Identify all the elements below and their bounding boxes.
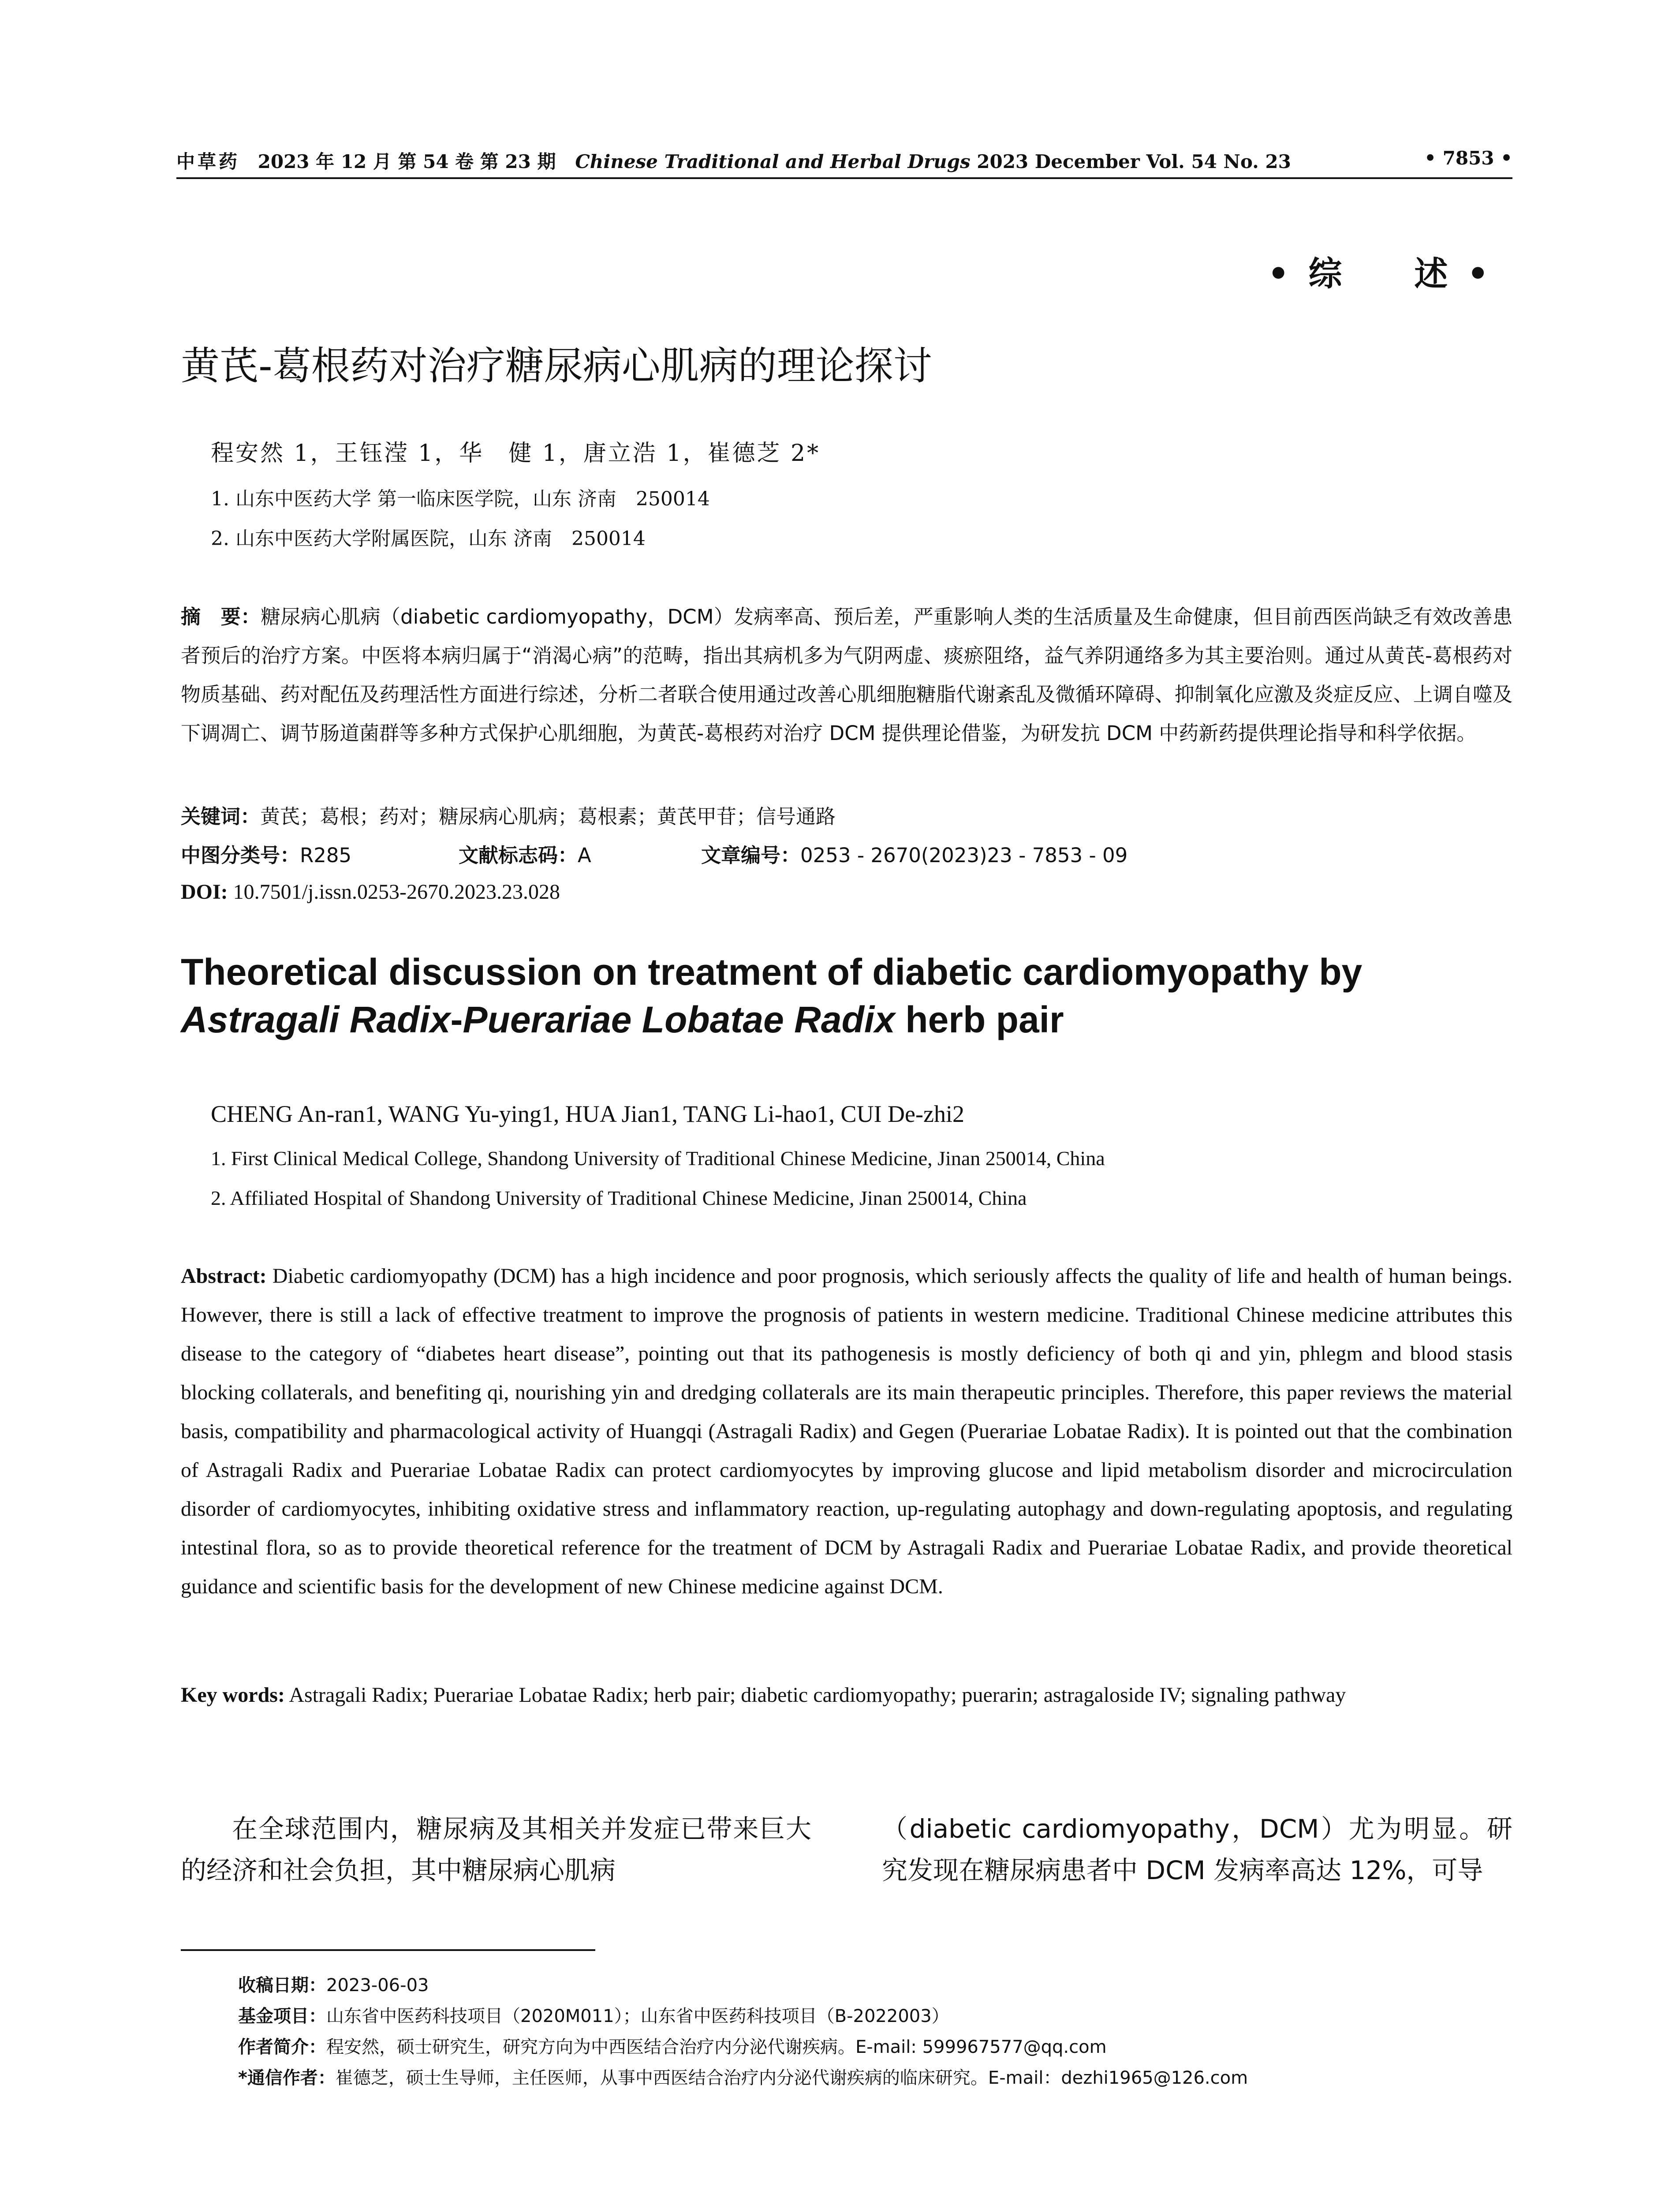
footnote-author — [238, 2033, 1107, 2058]
authors-en: CHENG An-ran1, WANG Yu-ying1, HUA Jian1, TANG Li-hao1, CUI De-zhi2 — [211, 1101, 964, 1127]
running-header — [176, 147, 1512, 178]
fund-text: 山东省中医药科技项目（2020M011）；山东省中医药科技项目（B-2022003） — [326, 2006, 949, 2026]
footnote-rule — [181, 1949, 595, 1951]
doc-code — [459, 839, 591, 868]
affiliation-en-2: 2. Affiliated Hospital of Shandong University of Traditional Chinese Medicine, Jinan 250014, China — [211, 1187, 1027, 1209]
keywords-cn — [181, 800, 836, 829]
issue-cn: 2023 年 12 月 第 54 卷 第 23 期 — [258, 151, 556, 172]
doi-value: 10.7501/j.issn.0253-2670.2023.23.028 — [233, 880, 560, 904]
keywords-en — [181, 1676, 1512, 1715]
abstract-cn-label: 摘 要： — [181, 605, 261, 628]
body-column-right: （diabetic cardiomyopathy，DCM）尤为明显。研究发现在糖尿病患者中 DCM 发病率高达 12%，可导 — [882, 1814, 1512, 1885]
article-number-value: 0253 - 2670(2023)23 - 7853 - 09 — [800, 844, 1128, 867]
doc-code-value: A — [578, 844, 591, 867]
footnote-received — [238, 1971, 429, 1996]
title-en-dash: - — [450, 999, 463, 1040]
article-number-label: 文章编号： — [701, 844, 801, 867]
footnote-fund — [238, 2002, 949, 2027]
affiliation-cn-1: 1. 山东中医药大学 第一临床医学院，山东 济南 250014 — [211, 488, 710, 510]
article-number — [701, 839, 1127, 868]
received-label: 收稿日期： — [238, 1975, 326, 1996]
journal-name-cn: 中草药 — [176, 151, 240, 172]
keywords-en-text: Astragali Radix; Puerariae Lobatae Radix; herb pair; diabetic cardiomyopathy; puerarin; astragaloside IV; signaling pathway — [289, 1683, 1346, 1707]
section-label: •综 述• — [1267, 254, 1508, 293]
abstract-en-text: Diabetic cardiomyopathy (DCM) has a high incidence and poor prognosis, which seriously affects the quality of life and health of human beings. However, there is still a lack of effective treatment to improve the prognosis of patients in western medicine. Traditional Chinese medicine attributes this disease to the category of “diabetes heart disease”, pointing out that its pathogenesis is mostly deficiency of both qi and yin, phlegm and blood stasis blocking collaterals, and benefiting qi, nourishing yin and dredging collaterals are its main therapeutic principles. Therefore, this paper reviews the material basis, compatibility and pharmacological activity of Huangqi (Astragali Radix) and Gegen (Puerariae Lobatae Radix). It is pointed out that the combination of Astragali Radix and Puerariae Lobatae Radix can protect cardiomyocytes by improving glucose and lipid metabolism disorder and microcirculation disorder of cardiomyocytes, inhibiting oxidative stress and inflammatory reaction, up-regulating autophagy and down-regulating apoptosis, and regulating intestinal flora, so as to provide theoretical reference for the treatment of DCM by Astragali Radix and Puerariae Lobatae Radix, and provide theoretical guidance and scientific basis for the development of new Chinese medicine against DCM. — [181, 1264, 1513, 1598]
keywords-cn-text: 黄芪；葛根；药对；糖尿病心肌病；葛根素；黄芪甲苷；信号通路 — [260, 805, 836, 828]
keywords-cn-label: 关键词： — [181, 805, 261, 828]
author-bio-text: 程安然，硕士研究生，研究方向为中西医结合治疗内分泌代谢疾病。E-mail: 599967577@qq.com — [326, 2037, 1107, 2057]
clc-label: 中图分类号： — [181, 844, 300, 867]
doc-code-label: 文献标志码： — [459, 844, 578, 867]
corresponding-text: 崔德芝，硕士生导师，主任医师，从事中西医结合治疗内分泌代谢疾病的临床研究。E-mail：dezhi1965@126.com — [335, 2068, 1248, 2088]
abstract-en — [181, 1257, 1512, 1606]
title-cn: 黄芪-葛根药对治疗糖尿病心肌病的理论探讨 — [181, 343, 932, 389]
authors-cn: 程安然 1，王钰滢 1，华 健 1，唐立浩 1，崔德芝 2* — [211, 440, 821, 467]
abstract-cn — [181, 598, 1512, 753]
footnote-correspondence — [238, 2064, 1248, 2089]
title-en-part1: Theoretical discussion on treatment of diabetic cardiomyopathy by — [181, 951, 1363, 993]
fund-label: 基金项目： — [238, 2006, 326, 2026]
journal-name-en: Chinese Traditional and Herbal Drugs — [575, 151, 971, 172]
received-date: 2023-06-03 — [326, 1975, 429, 1996]
title-en-italic2: Puerariae Lobatae Radix — [463, 999, 895, 1040]
doi-label: DOI: — [181, 880, 228, 904]
title-en — [181, 948, 1512, 1043]
body-column-left: 在全球范围内，糖尿病及其相关并发症已带来巨大的经济和社会负担，其中糖尿病心肌病 — [181, 1814, 811, 1885]
abstract-cn-text: 糖尿病心肌病（diabetic cardiomyopathy，DCM）发病率高、预后差，严重影响人类的生活质量及生命健康，但目前西医尚缺乏有效改善患者预后的治疗方案。中医将本病归属于“消渴心病”的范畴，指出其病机多为气阴两虚、痰瘀阻络，益气养阴通络多为其主要治则。通过从黄芪-葛根药对物质基础、药对配伍及药理活性方面进行综述，分析二者联合使用通过改善心肌细胞糖脂代谢紊乱及微循环障碍、抑制氧化应激及炎症反应、上调自噬及下调凋亡、调节肠道菌群等多种方式保护心肌细胞，为黄芪-葛根药对治疗 DCM 提供理论借鉴，为研发抗 DCM 中药新药提供理论指导和科学依据。 — [181, 605, 1512, 745]
clc-value: R285 — [300, 844, 352, 867]
affiliation-en-1: 1. First Clinical Medical College, Shandong University of Traditional Chinese Medicine, Jinan 250014, China — [211, 1147, 1105, 1170]
page-number: • 7853 • — [1424, 147, 1512, 169]
author-bio-label: 作者简介： — [238, 2037, 326, 2057]
classification-line — [181, 839, 351, 868]
doi-line — [181, 880, 560, 904]
abstract-en-label: Abstract: — [181, 1264, 267, 1288]
issue-en: 2023 December Vol. 54 No. 23 — [977, 151, 1291, 172]
keywords-en-label: Key words: — [181, 1683, 285, 1707]
affiliation-cn-2: 2. 山东中医药大学附属医院，山东 济南 250014 — [211, 527, 646, 550]
header-rule — [176, 177, 1512, 179]
title-en-part2: herb pair — [895, 999, 1064, 1040]
title-en-italic1: Astragali Radix — [181, 999, 451, 1040]
corresponding-label: *通信作者： — [238, 2068, 336, 2088]
